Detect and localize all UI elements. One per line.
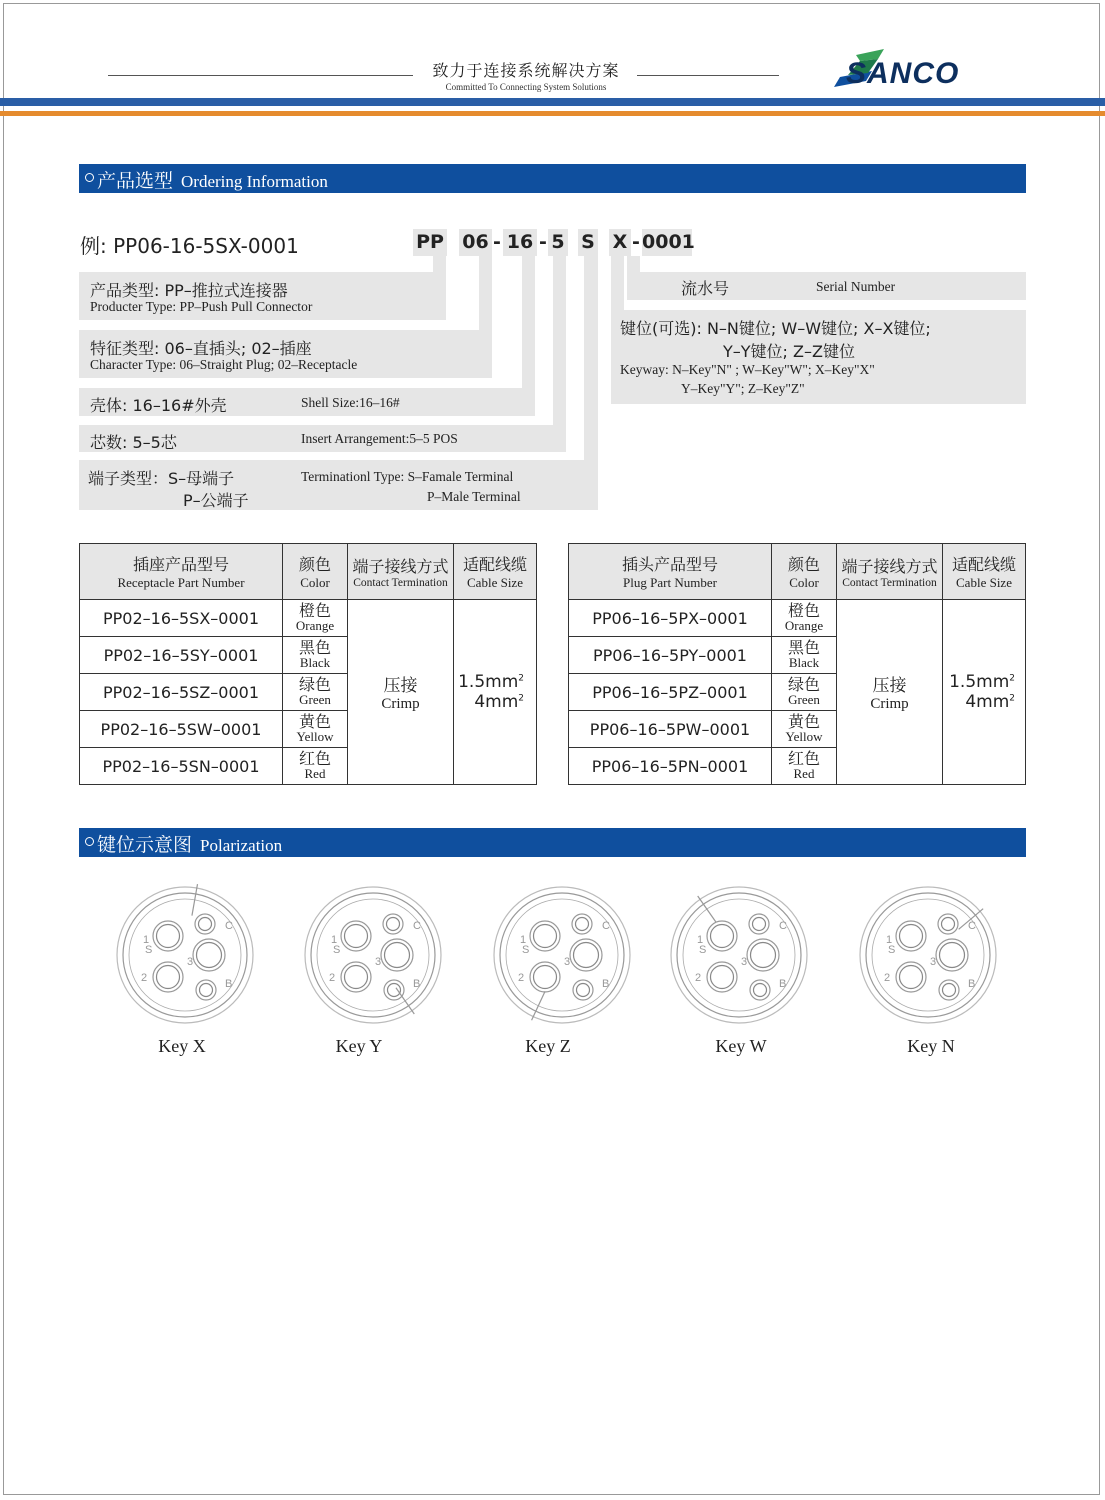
part-number: PP06–16–5PY–0001 <box>569 637 772 674</box>
pin-label: S <box>699 944 707 956</box>
receptacle-header-part: 插座产品型号 Receptacle Part Number <box>80 544 283 600</box>
pin-label: C <box>968 920 976 932</box>
part-number: PP02–16–5SY–0001 <box>80 637 283 674</box>
pin-label: C <box>413 920 421 932</box>
keyway-cn-2: Y–Y键位; Z–Z键位 <box>723 342 855 361</box>
product-type-cn: 产品类型: PP–推拉式连接器 <box>90 281 288 300</box>
termination-cell: 压接 Crimp <box>837 600 943 785</box>
pin-label: 2 <box>141 972 148 984</box>
pin-label: S <box>888 944 896 956</box>
shell-cn: 壳体: 16–16#外壳 <box>90 396 227 415</box>
part-number: PP02–16–5SW–0001 <box>80 711 283 748</box>
termination-box <box>79 460 598 510</box>
pin-label: C <box>779 920 787 932</box>
pin-label: 2 <box>329 972 336 984</box>
part-number: PP02–16–5SX–0001 <box>80 600 283 637</box>
connector-face-icon <box>298 880 448 1030</box>
slogan-cn: 致力于连接系统解决方案 <box>432 61 620 80</box>
shell-box <box>79 388 535 416</box>
polarization-section-header <box>79 828 1026 857</box>
shell-en: Shell Size:16–16# <box>301 395 400 410</box>
pin-label: 1 <box>886 934 893 946</box>
connector-face-icon <box>110 880 260 1030</box>
code-s: S <box>578 229 598 256</box>
code-0001: 0001 <box>642 229 692 256</box>
key-n-diagram <box>853 880 1003 1034</box>
pin-label: C <box>602 920 610 932</box>
part-number: PP02–16–5SZ–0001 <box>80 674 283 711</box>
slogan-en: Committed To Connecting System Solutions <box>445 82 607 92</box>
pin-label: B <box>225 978 233 990</box>
color-cell: 橙色 Orange <box>283 600 348 637</box>
plug-table <box>568 543 1026 785</box>
color-cell: 黄色 Yellow <box>283 711 348 748</box>
receptacle-header-color: 颜色 Color <box>283 544 348 600</box>
pin-label: 3 <box>930 956 937 968</box>
serial-en: Serial Number <box>816 279 896 294</box>
cable-cell: $1.5mm^2$ $4mm^2$ <box>943 600 1026 785</box>
part-number: PP06–16–5PZ–0001 <box>569 674 772 711</box>
bullet-icon <box>85 173 94 182</box>
color-cell: 绿色 Green <box>772 674 837 711</box>
color-cell: 黑色 Black <box>772 637 837 674</box>
pin-label: C <box>225 920 233 932</box>
serial-box <box>640 272 1026 300</box>
code-06: 06 <box>459 229 492 256</box>
pin-label: B <box>779 978 787 990</box>
part-number: PP06–16–5PN–0001 <box>569 748 772 785</box>
color-cell: 红色 Red <box>283 748 348 785</box>
receptacle-header-termination: 端子接线方式 Contact Termination <box>348 544 454 600</box>
pin-label: 3 <box>187 956 194 968</box>
table-row <box>80 600 537 637</box>
color-cell: 红色 Red <box>772 748 837 785</box>
termination-cell: 压接 Crimp <box>348 600 454 785</box>
pin-label: S <box>145 944 153 956</box>
insert-cn: 芯数: 5–5芯 <box>90 433 177 452</box>
pin-label: 3 <box>564 956 571 968</box>
color-cell: 橙色 Orange <box>772 600 837 637</box>
ordering-section-header <box>79 164 1026 193</box>
header-rule-right <box>637 75 779 76</box>
code-pp: PP <box>413 229 447 256</box>
pin-label: B <box>413 978 421 990</box>
header-rule-left <box>108 75 413 76</box>
receptacle-header-row <box>80 544 537 600</box>
pin-label: S <box>522 944 530 956</box>
connector-5 <box>553 256 566 452</box>
pin-label: 1 <box>331 934 338 946</box>
key-z-diagram <box>487 880 637 1034</box>
code-sep-3: - <box>632 231 640 253</box>
keyway-en-1: Keyway: N–Key"N" ; W–Key"W"; X–Key"X" <box>620 362 875 377</box>
character-type-box <box>79 330 492 378</box>
pin-label: 1 <box>520 934 527 946</box>
termination-en-1: Terminationl Type: S–Famale Terminal <box>301 469 514 484</box>
pin-label: 2 <box>695 972 702 984</box>
product-type-box <box>79 272 446 320</box>
ordering-example: 例: PP06-16-5SX-0001 <box>80 234 299 258</box>
insert-box <box>79 425 566 452</box>
key-n-label: Key N <box>907 1036 955 1056</box>
character-type-en: Character Type: 06–Straight Plug; 02–Receptacle <box>90 357 358 372</box>
plug-header-cable: 适配线缆 Cable Size <box>943 544 1026 600</box>
key-w-label: Key W <box>715 1036 767 1056</box>
key-x-label: Key X <box>158 1036 206 1056</box>
color-cell: 绿色 Green <box>283 674 348 711</box>
table-row <box>569 600 1026 637</box>
connector-0001 <box>627 256 640 300</box>
pin-label: S <box>333 944 341 956</box>
part-number: PP06–16–5PW–0001 <box>569 711 772 748</box>
product-type-en: Producter Type: PP–Push Pull Connector <box>90 299 313 314</box>
pin-label: B <box>968 978 976 990</box>
key-x-diagram <box>110 880 260 1034</box>
ordering-title: 产品选型 Ordering Information <box>97 170 328 192</box>
pin-label: 1 <box>143 934 150 946</box>
cable-cell: $1.5mm^2$ $4mm^2$ <box>454 600 537 785</box>
plug-header-termination: 端子接线方式 Contact Termination <box>837 544 943 600</box>
serial-cn: 流水号 <box>681 279 730 298</box>
character-type-cn: 特征类型: 06–直插头; 02–插座 <box>90 339 312 358</box>
connector-face-icon <box>487 880 637 1030</box>
code-sep-1: - <box>493 231 501 253</box>
header-band-blue <box>0 98 1105 106</box>
code-x: X <box>609 229 631 256</box>
brand-logo <box>826 47 1001 92</box>
termination-cn-1: 端子类型：S–母端子 <box>88 469 235 488</box>
connector-face-icon <box>853 880 1003 1030</box>
insert-en: Insert Arrangement:5–5 POS <box>301 431 458 446</box>
brand-name: SANCO <box>846 57 960 90</box>
termination-cn-2: P–公端子 <box>183 491 249 510</box>
termination-en-2: P–Male Terminal <box>427 489 521 504</box>
header-band-orange <box>0 111 1105 116</box>
plug-header-row <box>569 544 1026 600</box>
connector-face-icon <box>664 880 814 1030</box>
pin-label: 3 <box>375 956 382 968</box>
plug-header-part: 插头产品型号 Plug Part Number <box>569 544 772 600</box>
key-y-diagram <box>298 880 448 1034</box>
part-number: PP06–16–5PX–0001 <box>569 600 772 637</box>
pin-label: 3 <box>741 956 748 968</box>
code-sep-2: - <box>539 231 547 253</box>
plug-header-color: 颜色 Color <box>772 544 837 600</box>
key-w-diagram <box>664 880 814 1034</box>
pin-label: 2 <box>884 972 891 984</box>
keyway-box <box>611 310 1026 404</box>
color-cell: 黄色 Yellow <box>772 711 837 748</box>
bullet-icon <box>85 837 94 846</box>
header-slogan <box>416 58 636 92</box>
polarization-title: 键位示意图 Polarization <box>97 834 283 856</box>
color-cell: 黑色 Black <box>283 637 348 674</box>
keyway-cn-1: 键位(可选): N–N键位; W–W键位; X–X键位; <box>620 319 931 338</box>
pin-label: 2 <box>518 972 525 984</box>
code-16: 16 <box>503 229 537 256</box>
code-5: 5 <box>548 229 568 256</box>
key-y-label: Key Y <box>335 1036 383 1056</box>
pin-label: 1 <box>697 934 704 946</box>
keyway-en-2: Y–Key"Y"; Z–Key"Z" <box>681 381 805 396</box>
part-number: PP02–16–5SN–0001 <box>80 748 283 785</box>
pin-label: B <box>602 978 610 990</box>
key-z-label: Key Z <box>525 1036 571 1056</box>
receptacle-header-cable: 适配线缆 Cable Size <box>454 544 537 600</box>
receptacle-table <box>79 543 537 785</box>
